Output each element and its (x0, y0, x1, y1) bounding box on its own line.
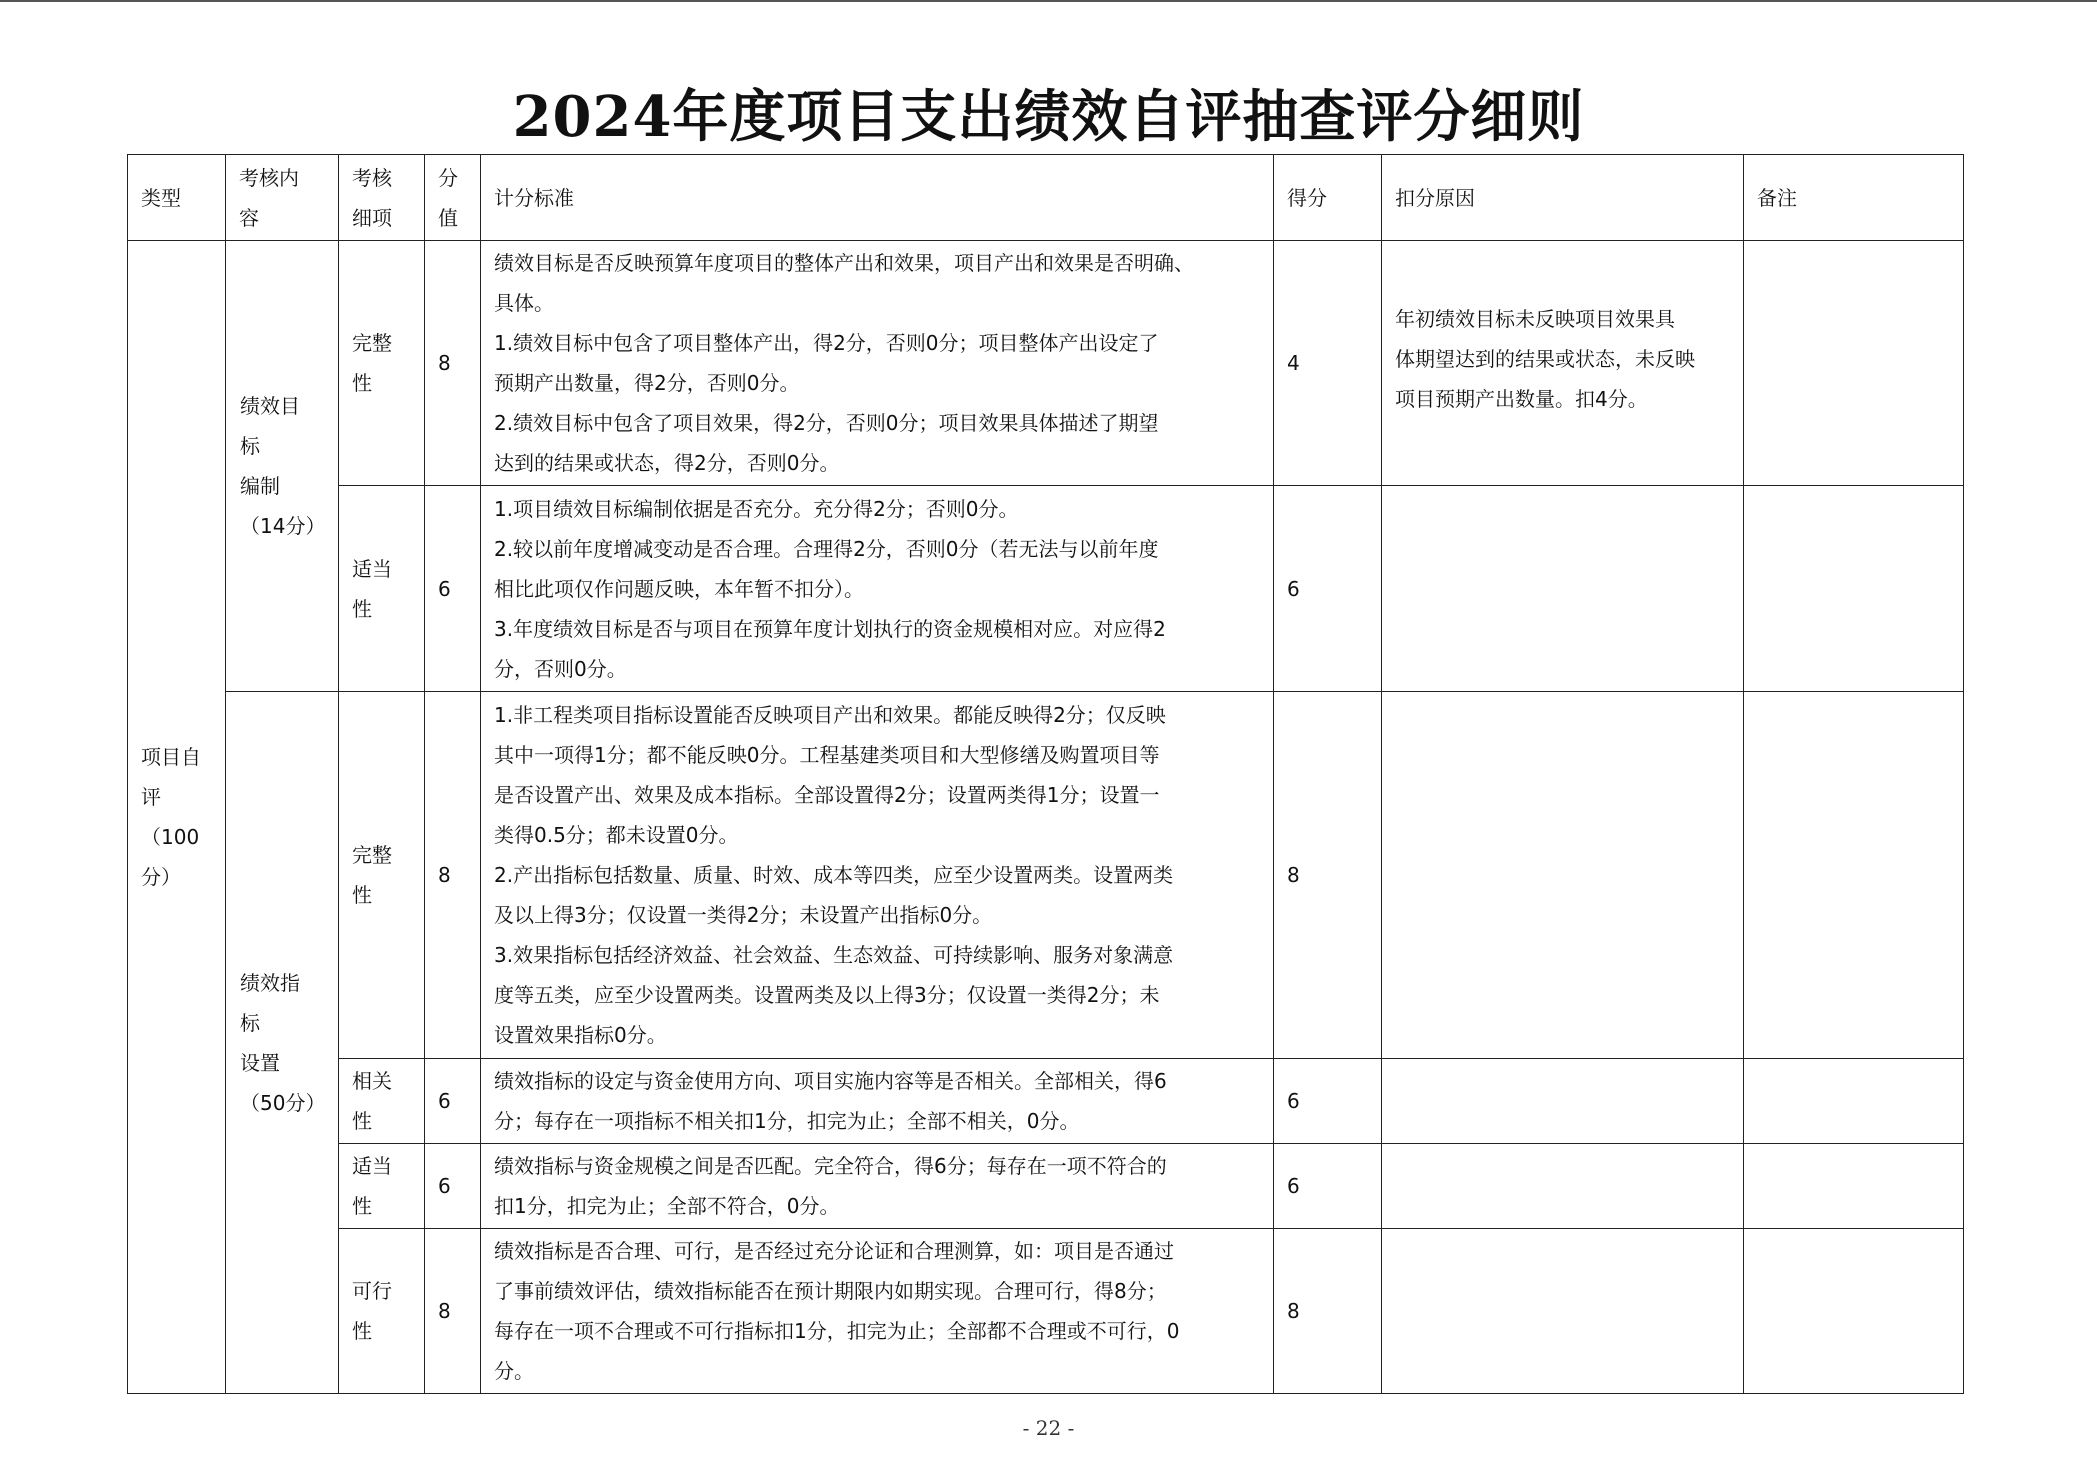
score-cell: 6 (425, 486, 481, 692)
criteria-cell-line: 绩效目标是否反映预算年度项目的整体产出和效果，项目产出和效果是否明确、 (494, 251, 1194, 275)
header-reason: 扣分原因 (1382, 155, 1744, 241)
criteria-cell-line: 度等五类，应至少设置两类。设置两类及以上得3分；仅设置一类得2分；未 (494, 983, 1160, 1007)
note-cell (1744, 1059, 1964, 1144)
item-cell (339, 241, 425, 486)
group-cell-line: 编制 (240, 474, 280, 498)
reason-cell-line: 体期望达到的结果或状态，未反映 (1395, 347, 1695, 371)
criteria-cell-line: 3.效果指标包括经济效益、社会效益、生态效益、可持续影响、服务对象满意 (494, 943, 1174, 967)
reason-cell (1382, 1229, 1744, 1394)
score-cell: 6 (425, 1144, 481, 1229)
criteria-cell (481, 1059, 1274, 1144)
criteria-cell-line: 1.项目绩效目标编制依据是否充分。充分得2分；否则0分。 (494, 496, 1019, 521)
got-cell: 6 (1274, 486, 1382, 692)
note-cell (1744, 1229, 1964, 1394)
group-cell-line: 标 (240, 1010, 260, 1035)
reason-cell (1382, 1144, 1744, 1229)
criteria-cell-line: 预期产出数量，得2分，否则0分。 (494, 371, 800, 395)
header-content: 考核内 容 (226, 155, 339, 241)
reason-cell (1382, 486, 1744, 692)
page-number: - 22 - (1022, 1416, 1075, 1440)
header-row (128, 155, 1964, 241)
table-row (128, 241, 1964, 486)
table-row (128, 486, 1964, 692)
item-cell-line: 性 (352, 371, 372, 395)
table-row (128, 1229, 1964, 1394)
score-cell: 8 (425, 692, 481, 1059)
group-cell (226, 692, 339, 1394)
criteria-cell-line: 2.产出指标包括数量、质量、时效、成本等四类，应至少设置两类。设置两类 (494, 863, 1174, 887)
page-title: 2024年度项目支出绩效自评抽查评分细则 (512, 84, 1585, 150)
criteria-cell-line: 及以上得3分；仅设置一类得2分；未设置产出指标0分。 (494, 903, 993, 927)
item-cell (339, 486, 425, 692)
header-score: 分 值 (425, 155, 481, 241)
type-cell-line: 分） (141, 865, 181, 889)
criteria-cell-line: 2.较以前年度增减变动是否合理。合理得2分，否则0分（若无法与以前年度 (494, 536, 1159, 561)
item-cell (339, 692, 425, 1059)
item-cell-line: 性 (352, 883, 372, 907)
criteria-cell-line: 绩效指标是否合理、可行，是否经过充分论证和合理测算，如：项目是否通过 (494, 1239, 1174, 1263)
criteria-cell-line: 3.年度绩效目标是否与项目在预算年度计划执行的资金规模相对应。对应得2 (494, 616, 1166, 641)
header-item: 考核 细项 (339, 155, 425, 241)
criteria-cell-line: 具体。 (494, 291, 554, 315)
table-row (128, 1059, 1964, 1144)
criteria-cell-line: 是否设置产出、效果及成本指标。全部设置得2分；设置两类得1分；设置一 (494, 783, 1160, 807)
group-cell (226, 241, 339, 692)
score-cell: 6 (425, 1059, 481, 1144)
criteria-cell (481, 1144, 1274, 1229)
scoring-table (127, 154, 1964, 1394)
table-row (128, 1144, 1964, 1229)
item-cell-line: 完整 (352, 331, 392, 355)
item-cell-line: 适当 (352, 1154, 392, 1178)
group-cell-line: 设置 (240, 1050, 280, 1075)
group-cell-line: （50分） (240, 1090, 326, 1115)
item-cell-line: 性 (352, 1109, 372, 1133)
item-cell-line: 性 (352, 1319, 372, 1343)
item-cell-line: 性 (352, 1194, 372, 1218)
criteria-cell-line: 1.非工程类项目指标设置能否反映项目产出和效果。都能反映得2分；仅反映 (494, 703, 1166, 727)
reason-cell (1382, 692, 1744, 1059)
note-cell (1744, 692, 1964, 1059)
type-cell (128, 241, 226, 1394)
group-cell-line: （14分） (240, 514, 326, 538)
group-cell-line: 绩效目 (240, 394, 300, 418)
item-cell (339, 1059, 425, 1144)
criteria-cell (481, 692, 1274, 1059)
item-cell-line: 适当 (352, 556, 392, 581)
item-cell-line: 性 (352, 596, 372, 621)
header-type: 类型 (128, 155, 226, 241)
reason-cell-line: 年初绩效目标未反映项目效果具 (1395, 307, 1675, 331)
criteria-cell-line: 相比此项仅作问题反映，本年暂不扣分）。 (494, 576, 864, 601)
item-cell-line: 相关 (352, 1069, 392, 1093)
item-cell-line: 完整 (352, 843, 392, 867)
got-cell: 6 (1274, 1059, 1382, 1144)
reason-cell (1382, 241, 1744, 486)
criteria-cell-line: 设置效果指标0分。 (494, 1023, 667, 1047)
reason-cell-line: 项目预期产出数量。扣4分。 (1395, 387, 1648, 411)
criteria-cell-line: 分，否则0分。 (494, 656, 627, 681)
item-cell (339, 1144, 425, 1229)
header-note: 备注 (1744, 155, 1964, 241)
note-cell (1744, 1144, 1964, 1229)
criteria-cell-line: 2.绩效目标中包含了项目效果，得2分，否则0分；项目效果具体描述了期望 (494, 411, 1159, 435)
header-criteria: 计分标准 (481, 155, 1274, 241)
criteria-cell-line: 其中一项得1分；都不能反映0分。工程基建类项目和大型修缮及购置项目等 (494, 743, 1160, 767)
criteria-cell-line: 达到的结果或状态，得2分，否则0分。 (494, 451, 840, 475)
criteria-cell-line: 每存在一项不合理或不可行指标扣1分，扣完为止；全部都不合理或不可行，0 (494, 1319, 1180, 1343)
criteria-cell-line: 分；每存在一项指标不相关扣1分，扣完为止；全部不相关，0分。 (494, 1109, 1080, 1133)
criteria-cell-line: 了事前绩效评估，绩效指标能否在预计期限内如期实现。合理可行，得8分； (494, 1279, 1167, 1303)
item-cell-line: 可行 (352, 1279, 392, 1303)
criteria-cell-line: 分。 (494, 1359, 534, 1383)
note-cell (1744, 486, 1964, 692)
group-cell-line: 标 (240, 434, 260, 458)
criteria-cell (481, 241, 1274, 486)
criteria-cell-line: 扣1分，扣完为止；全部不符合，0分。 (494, 1194, 840, 1218)
group-cell-line: 绩效指 (240, 970, 300, 995)
criteria-cell-line: 类得0.5分；都未设置0分。 (494, 823, 739, 847)
score-cell: 8 (425, 241, 481, 486)
header-got: 得分 (1274, 155, 1382, 241)
top-rule (0, 0, 2097, 2)
criteria-cell-line: 绩效指标的设定与资金使用方向、项目实施内容等是否相关。全部相关，得6 (494, 1069, 1167, 1093)
criteria-cell-line: 1.绩效目标中包含了项目整体产出，得2分，否则0分；项目整体产出设定了 (494, 331, 1159, 355)
got-cell: 4 (1274, 241, 1382, 486)
reason-cell (1382, 1059, 1744, 1144)
criteria-cell-line: 绩效指标与资金规模之间是否匹配。完全符合，得6分；每存在一项不符合的 (494, 1154, 1167, 1178)
score-cell: 8 (425, 1229, 481, 1394)
note-cell (1744, 241, 1964, 486)
type-cell-line: 项目自 (141, 745, 201, 769)
table-row (128, 692, 1964, 1059)
got-cell: 6 (1274, 1144, 1382, 1229)
criteria-cell (481, 1229, 1274, 1394)
criteria-cell (481, 486, 1274, 692)
got-cell: 8 (1274, 692, 1382, 1059)
type-cell-line: 评（100 (141, 785, 200, 849)
got-cell: 8 (1274, 1229, 1382, 1394)
item-cell (339, 1229, 425, 1394)
